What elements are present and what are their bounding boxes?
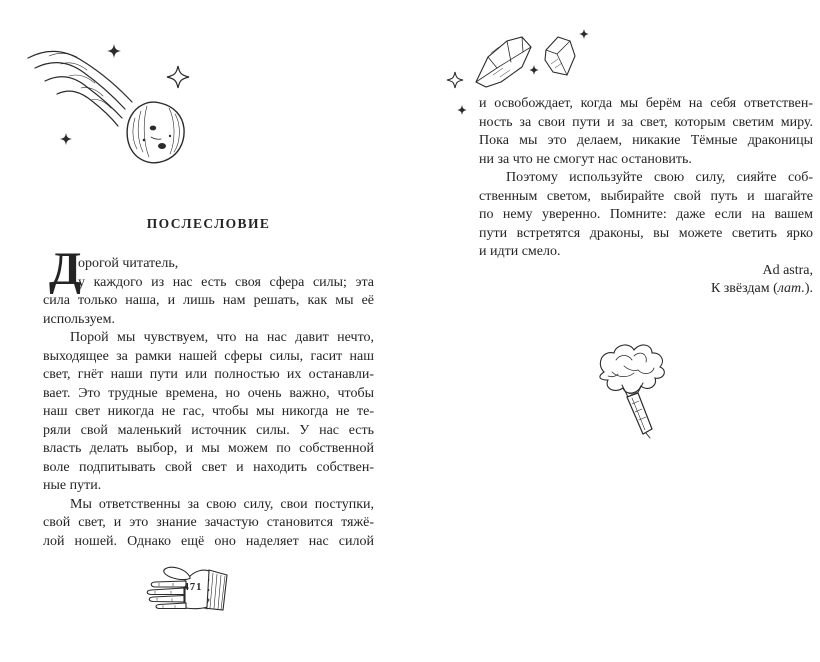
text-line: Поэтому используйте свою силу, сияйте соб-: [506, 170, 813, 185]
paragraph: [43, 255, 374, 329]
text-line: вает. Это трудные времена, но очень важно, чтобы: [43, 385, 374, 401]
paragraph: [43, 496, 374, 552]
text-line: по нему уверенно. Помните: даже если на вашем: [479, 207, 813, 222]
text-line: выходящее за рамки нашей сферы силы, гасит наш: [43, 348, 374, 364]
comet-illustration: [25, 38, 190, 168]
finger: [147, 588, 184, 595]
text-line: используем.: [43, 311, 116, 327]
thumb: [164, 567, 190, 579]
text-line: ные пути.: [43, 478, 102, 493]
text-line: свет, гнёт наши пути или полностью их останавли-: [43, 367, 374, 382]
hand-page-number-illustration: [143, 562, 233, 614]
sparkle-icon: [457, 105, 467, 115]
comet-head: [127, 102, 184, 163]
text-line: свой свет, и это знание зачастую становится тяжё-: [43, 515, 374, 530]
latin-note: лат.: [777, 281, 805, 296]
signoff-translation-post: ).: [804, 281, 813, 296]
finger: [156, 603, 186, 609]
crystal-small: [545, 37, 575, 75]
text-line: лой ношей. Однако ещё оно наделяет нас силой: [43, 533, 374, 549]
torch-handle: [627, 393, 652, 434]
text-line: воле подпитывать свой свет и находить собствен-: [43, 459, 374, 475]
right-page-text: [479, 95, 813, 299]
text-line: Пока мы это делаем, никакие Тёмные драконицы: [479, 133, 813, 148]
text-line: и идти смело.: [479, 244, 561, 259]
paragraph: [479, 95, 813, 169]
text-line: у каждого из нас есть своя сфера силы; эта: [78, 274, 374, 290]
text-line: Порой мы чувствуем, что на нас давит нечто,: [70, 330, 374, 345]
sparkle-icon: [167, 66, 189, 88]
page-number: 471: [183, 582, 203, 593]
sparkle-icon: [60, 133, 72, 145]
text-line: ни за что не смогут нас остановить.: [479, 151, 692, 167]
flame: [600, 345, 664, 393]
signoff-translation-pre: К звёздам (: [710, 281, 778, 296]
afterword-heading: ПОСЛЕСЛОВИЕ: [146, 216, 271, 231]
text-line: наш свет никогда не гас, чтобы мы никогда не те-: [43, 404, 374, 419]
text-line: ность за свои пути и за свет, которым светим миру.: [479, 114, 813, 130]
left-page-text: [43, 255, 374, 551]
paragraph: [43, 329, 374, 496]
sparkle-icon: [529, 65, 539, 75]
text-line: ряли свой маленький источник силы. У нас есть: [43, 422, 374, 438]
text-line: и освобождает, когда мы берём на себя ответствен-: [479, 96, 813, 111]
text-line: ственным светом, выбирайте свой путь и шагайте: [479, 188, 813, 204]
signoff: [479, 262, 813, 299]
sparkle-icon: [579, 29, 589, 39]
finger: [151, 581, 186, 587]
text-line: пути встретятся драконы, вы можете светить ярко: [479, 225, 813, 241]
signoff-latin: Ad astra,: [762, 262, 813, 278]
text-line: Мы ответственны за свою силу, свои поступки,: [70, 496, 374, 512]
text-line: сила только наша, и лишь нам решать, как мы её: [43, 293, 374, 308]
sparkle-icon: [107, 44, 121, 58]
text-line: власть делать выбор, и мы можем по собственной: [43, 441, 374, 456]
paragraph: [479, 169, 813, 262]
finger: [149, 596, 184, 603]
signoff-translation: [479, 280, 813, 299]
drop-cap: Д: [49, 243, 82, 295]
sparkle-icon: [447, 72, 463, 88]
text-line: орогой читатель,: [78, 256, 179, 271]
torch-illustration: [588, 340, 673, 440]
